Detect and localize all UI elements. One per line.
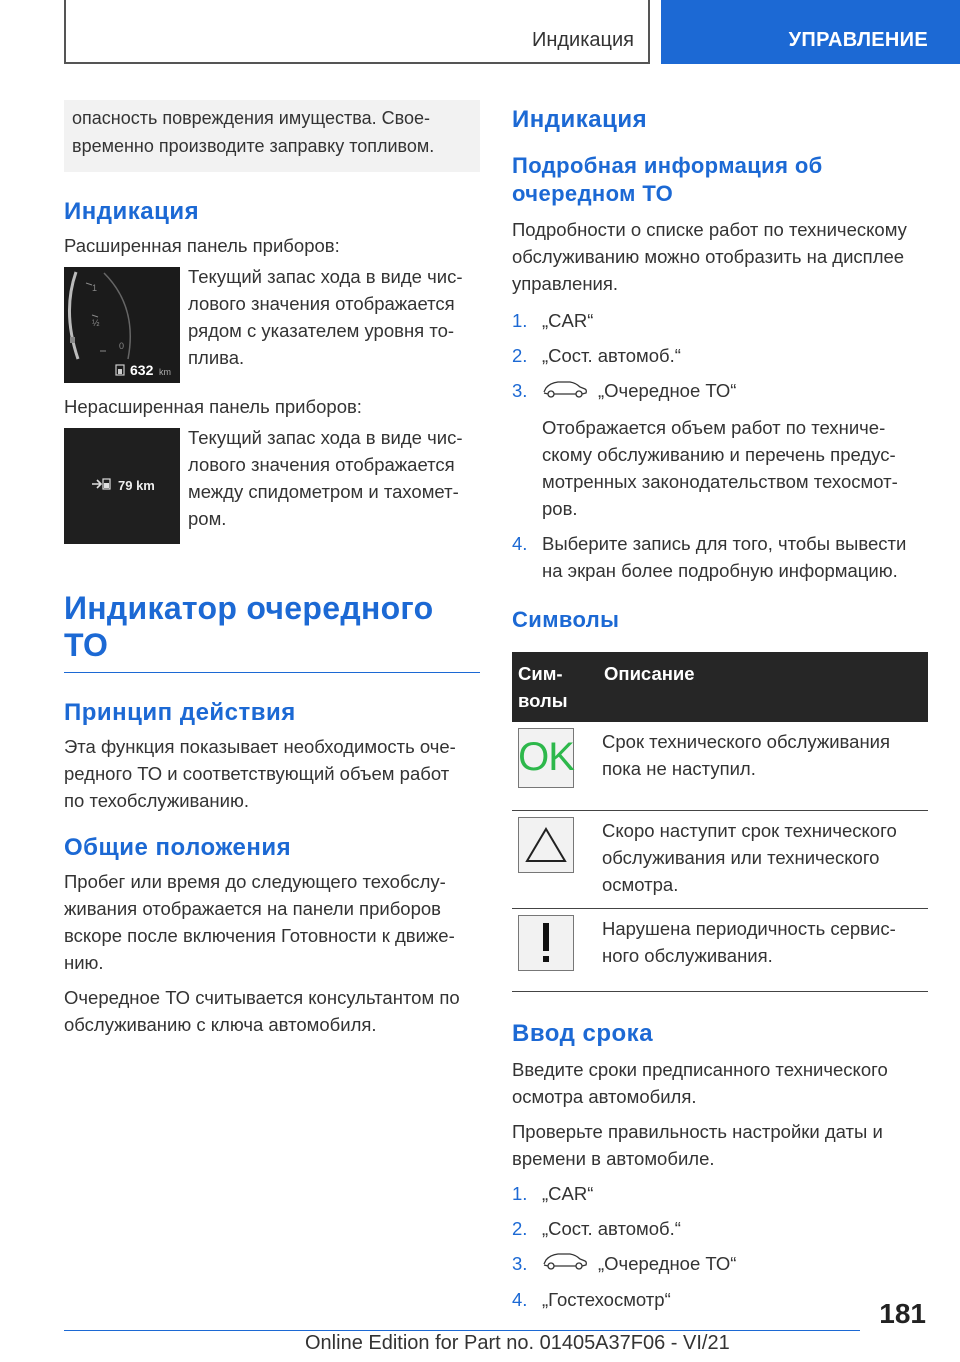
step-text: „Сост. автомоб.“ — [542, 1217, 681, 1239]
list-item — [512, 377, 928, 522]
row-description: Нарушена периодичность сервис- ного обслуживания. — [596, 908, 928, 991]
basic-panel-text: Текущий запас хода в виде чис- лового значения отображается между спидометром и тахомет- ром. — [188, 427, 463, 529]
step-text: „Гостехосмотр“ — [542, 1289, 671, 1311]
table-row — [512, 722, 928, 811]
footer-edition: Online Edition for Part no. 01405A37F06 - VI/21 — [305, 1332, 730, 1354]
extended-panel-text: Текущий запас хода в виде чис- лового значения отображается рядом с указателем уровня то- плива. — [188, 266, 463, 368]
basic-panel-label: Нерасширенная панель приборов: — [64, 396, 362, 417]
ok-symbol-text: OK — [518, 735, 574, 780]
extended-panel-row — [64, 267, 480, 383]
footer-divider — [64, 1330, 860, 1331]
heading-enter-date: Ввод срока — [512, 1019, 654, 1047]
extended-range-unit: km — [159, 367, 171, 377]
enter-text-2: Проверьте правильность настройки даты и времени в автомобиле. — [512, 1120, 883, 1169]
step-number: 4. — [512, 1289, 528, 1311]
col-description: Описание — [596, 652, 928, 722]
extended-panel-label: Расширенная панель приборов: — [64, 235, 340, 256]
list-item — [512, 1215, 928, 1242]
step-text: „Очередное ТО“ — [598, 1252, 737, 1274]
enter-text-1: Введите сроки предписанного технического осмотра автомобиля. — [512, 1058, 888, 1107]
basic-range-text: 79 km — [118, 478, 155, 493]
step-note: Отображается объем работ по техниче- скому обслуживанию и перечень предус- мотренных законодательством техосмот- ров. — [542, 416, 898, 519]
table-row — [512, 810, 928, 908]
step-number: 3. — [512, 380, 528, 401]
heading-symbols: Символы — [512, 606, 620, 632]
details-text: Подробности о списке работ по техническому обслуживанию можно отобразить на дисплее управления. — [512, 219, 907, 294]
ok-symbol — [518, 728, 574, 788]
col-symbols: Сим- волы — [512, 652, 596, 722]
enter-steps — [512, 1180, 928, 1314]
header-section-tab — [64, 0, 650, 64]
header-chapter-tab[interactable] — [661, 0, 960, 64]
general-text-2: Очередное ТО считывается консультантом по обслуживанию с ключа автомобиля. — [64, 987, 460, 1035]
table-header-row — [512, 652, 928, 722]
right-column — [512, 100, 928, 1313]
heading-service-indicator: Индикатор очередного ТО — [64, 590, 480, 673]
step-number: 3. — [512, 1252, 528, 1274]
principle-text: Эта функция показывает необходимость оче- редного ТО и соответствующий объем работ по техобслуживанию. — [64, 736, 456, 811]
list-item — [512, 1286, 928, 1313]
step-text: „Сост. автомоб.“ — [542, 345, 681, 366]
gauge-tick-half: ½ — [92, 318, 100, 328]
step-number: 1. — [512, 1182, 528, 1204]
heading-indication: Индикация — [64, 198, 200, 225]
details-steps — [512, 307, 928, 584]
table-row — [512, 908, 928, 991]
symbols-table — [512, 652, 928, 992]
step-text: „CAR“ — [542, 1182, 594, 1204]
left-column — [64, 100, 480, 1038]
warning-box — [64, 100, 480, 172]
list-item — [512, 342, 928, 369]
page-number: 181 — [879, 1298, 926, 1329]
header-section-title: Индикация — [531, 29, 634, 51]
car-icon — [542, 1251, 588, 1278]
heading-indication-right: Индикация — [512, 106, 648, 133]
step-number: 1. — [512, 310, 528, 331]
list-item — [512, 1250, 928, 1279]
triangle-icon — [518, 817, 574, 873]
step-text: „Очередное ТО“ — [598, 380, 737, 401]
header-chapter-title: УПРАВЛЕНИЕ — [788, 29, 928, 51]
row-description: Срок технического обслуживания пока не наступил. — [596, 722, 928, 811]
list-item — [512, 1180, 928, 1207]
list-item — [512, 530, 928, 584]
heading-principle: Принцип действия — [64, 699, 296, 726]
step-number: 2. — [512, 345, 528, 366]
row-description: Скоро наступит срок технического обслуживания или технического осмотра. — [596, 810, 928, 908]
gauge-tick-0: 0 — [119, 341, 125, 351]
list-item — [512, 307, 928, 334]
heading-details: Подробная информация об очередном ТО — [512, 153, 823, 206]
gauge-tick-1: 1 — [92, 283, 98, 293]
basic-panel-image — [64, 428, 180, 544]
warning-text: опасность повреждения имущества. Свое- временно производите заправку топливом. — [72, 108, 435, 156]
step-number: 4. — [512, 532, 528, 554]
heading-general: Общие положения — [64, 834, 292, 861]
step-text: Выберите запись для того, чтобы вывести на экран более подробную информацию. — [542, 532, 907, 581]
step-text: „CAR“ — [542, 310, 594, 331]
extended-range-value: 632 — [130, 362, 154, 378]
general-text-1: Пробег или время до следующего техобслу- живания отображается на панели приборов вскоре после включения Готовности к движе- нию. — [64, 871, 455, 973]
exclamation-icon — [518, 915, 574, 971]
basic-panel-row — [64, 428, 480, 544]
step-number: 2. — [512, 1217, 528, 1239]
extended-panel-image — [64, 267, 180, 383]
car-icon — [542, 379, 588, 406]
